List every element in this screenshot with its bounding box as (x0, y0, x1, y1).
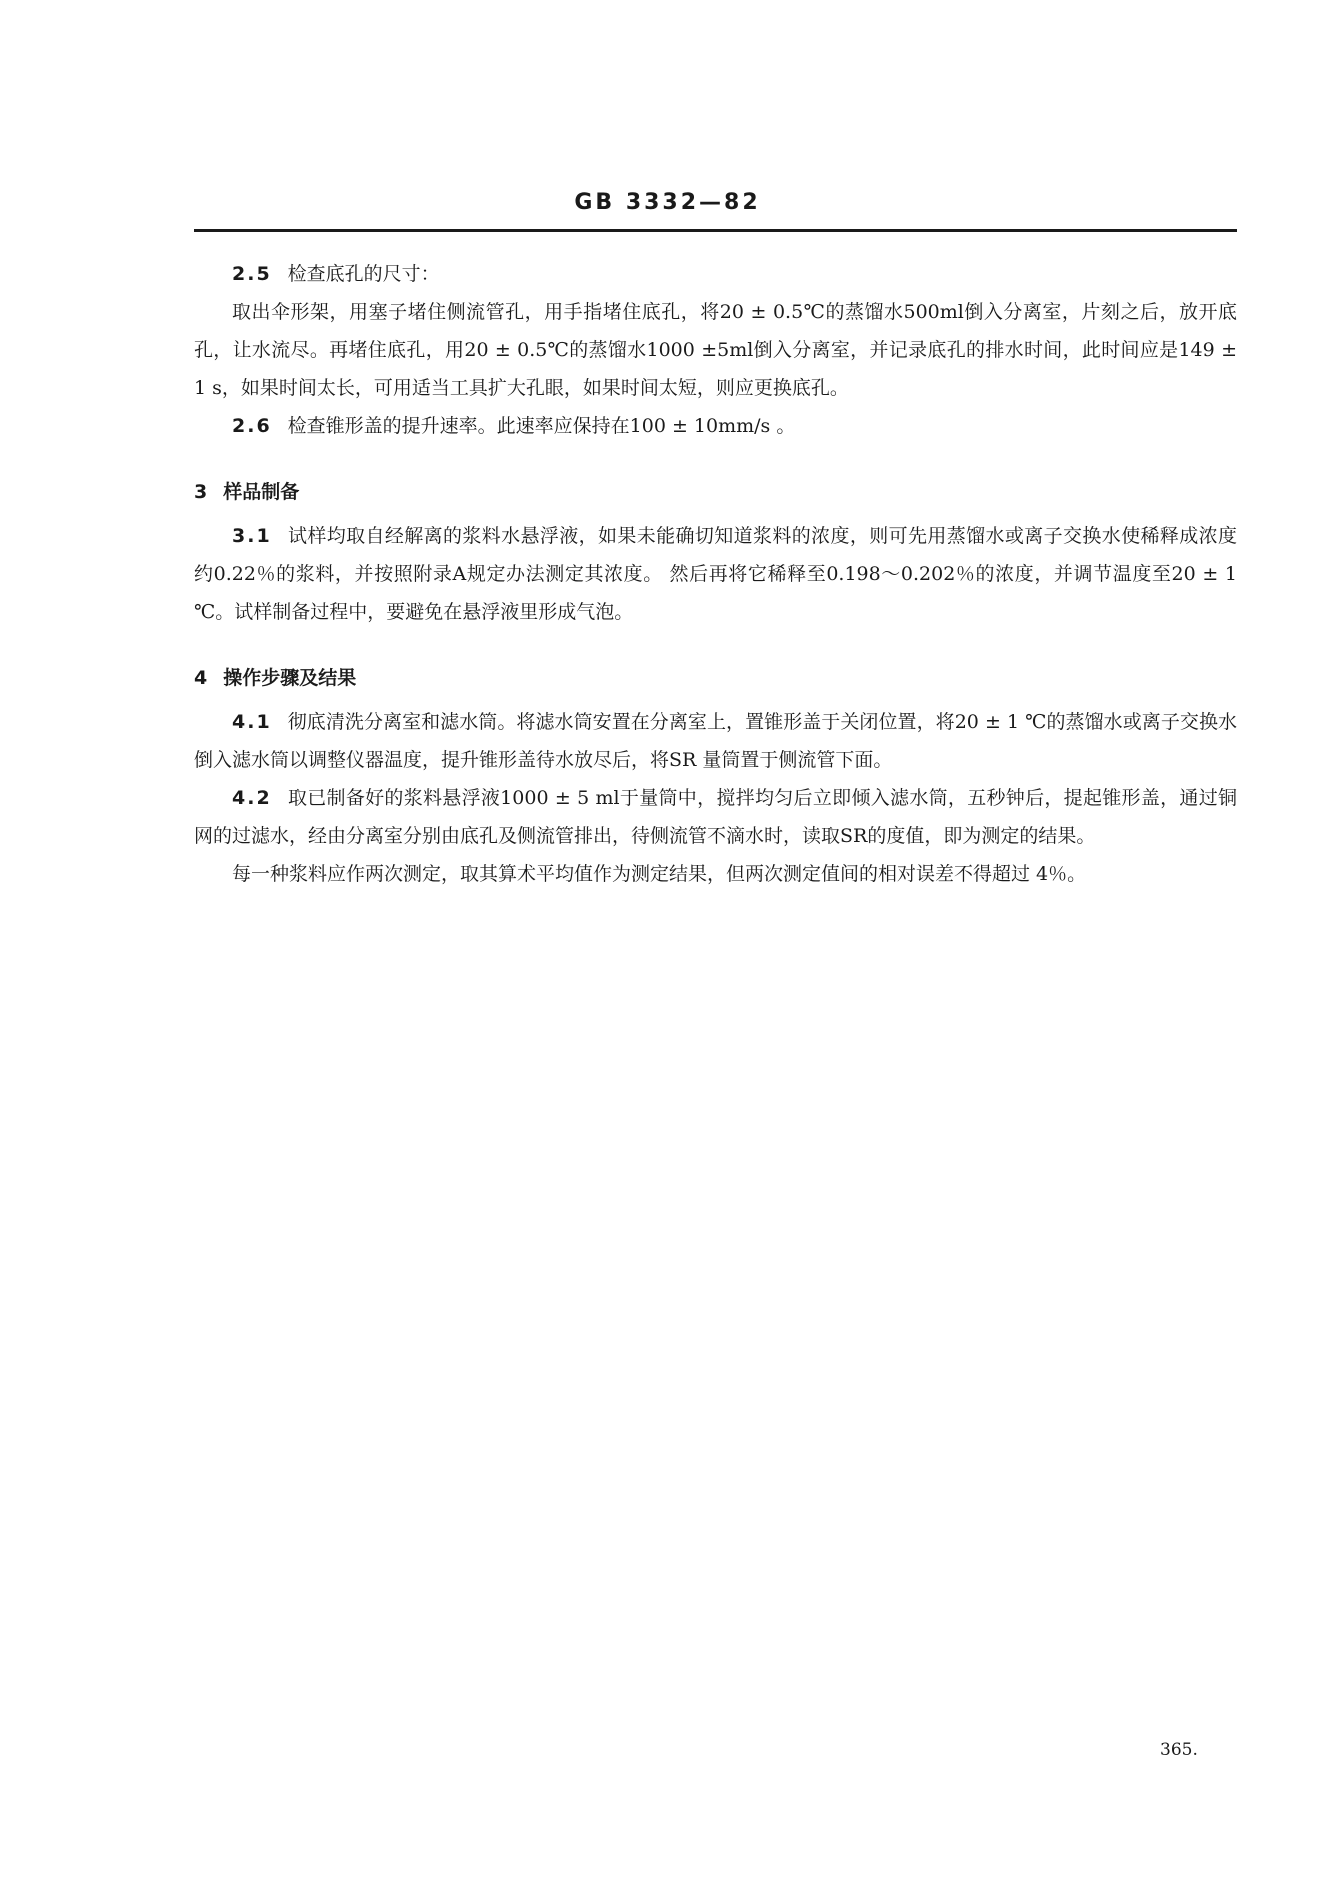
header-rule (194, 229, 1237, 232)
clause-number: 2.5 (232, 263, 272, 285)
section-4-heading (194, 659, 1237, 697)
section-number: 3 (194, 481, 208, 503)
clause-4-2 (194, 779, 1237, 855)
clause-text: 取已制备好的浆料悬浮液1000 ± 5 ml于量筒中，搅拌均匀后立即倾入滤水筒，五秒钟后，提起锥形盖，通过铜网的过滤水，经由分离室分别由底孔及侧流管排出，待侧流管不滴水时，读取SR的度值，即为测定的结果。 (194, 787, 1237, 847)
clause-title: 检查底孔的尺寸： (287, 263, 440, 285)
section-3-heading (194, 473, 1237, 511)
section-title: 操作步骤及结果 (223, 667, 357, 689)
clause-4-1 (194, 703, 1237, 779)
clause-text: 彻底清洗分离室和滤水筒。将滤水筒安置在分离室上，置锥形盖于关闭位置，将20 ± 1 ℃的蒸馏水或离子交换水倒入滤水筒以调整仪器温度，提升锥形盖待水放尽后，将SR 量筒置于侧流管下面。 (194, 711, 1237, 771)
clause-number: 4.2 (232, 787, 272, 809)
section-title: 样品制备 (223, 481, 300, 503)
clause-2-5-body: 取出伞形架，用塞子堵住侧流管孔，用手指堵住底孔，将20 ± 0.5℃的蒸馏水500ml倒入分离室，片刻之后，放开底孔，让水流尽。再堵住底孔，用20 ± 0.5℃的蒸馏水1000 ±5ml倒入分离室，并记录底孔的排水时间，此时间应是149 ± 1 s，如果时间太长，可用适当工具扩大孔眼，如果时间太短，则应更换底孔。 (194, 301, 1237, 399)
clause-2-6 (194, 407, 1237, 445)
clause-4-note: 每一种浆料应作两次测定，取其算术平均值作为测定结果，但两次测定值间的相对误差不得超过 4％。 (232, 863, 1087, 885)
document-body (194, 255, 1237, 893)
clause-text: 检查锥形盖的提升速率。此速率应保持在100 ± 10mm/s 。 (287, 415, 796, 437)
clause-2-5-heading (194, 255, 1237, 293)
clause-3-1 (194, 517, 1237, 631)
document-code-header: GB 3332—82 (574, 190, 761, 215)
page-number: 365. (1160, 1740, 1198, 1760)
clause-number: 4.1 (232, 711, 272, 733)
clause-number: 2.6 (232, 415, 272, 437)
clause-text: 试样均取自经解离的浆料水悬浮液，如果未能确切知道浆料的浓度，则可先用蒸馏水或离子交换水使稀释成浓度约0.22％的浆料，并按照附录A规定办法测定其浓度。 然后再将它稀释至0.198～0.202％的浓度，并调节温度至20 ± 1 ℃。试样制备过程中，要避免在悬浮液里形成气泡。 (194, 525, 1237, 623)
section-number: 4 (194, 667, 208, 689)
clause-number: 3.1 (232, 525, 272, 547)
